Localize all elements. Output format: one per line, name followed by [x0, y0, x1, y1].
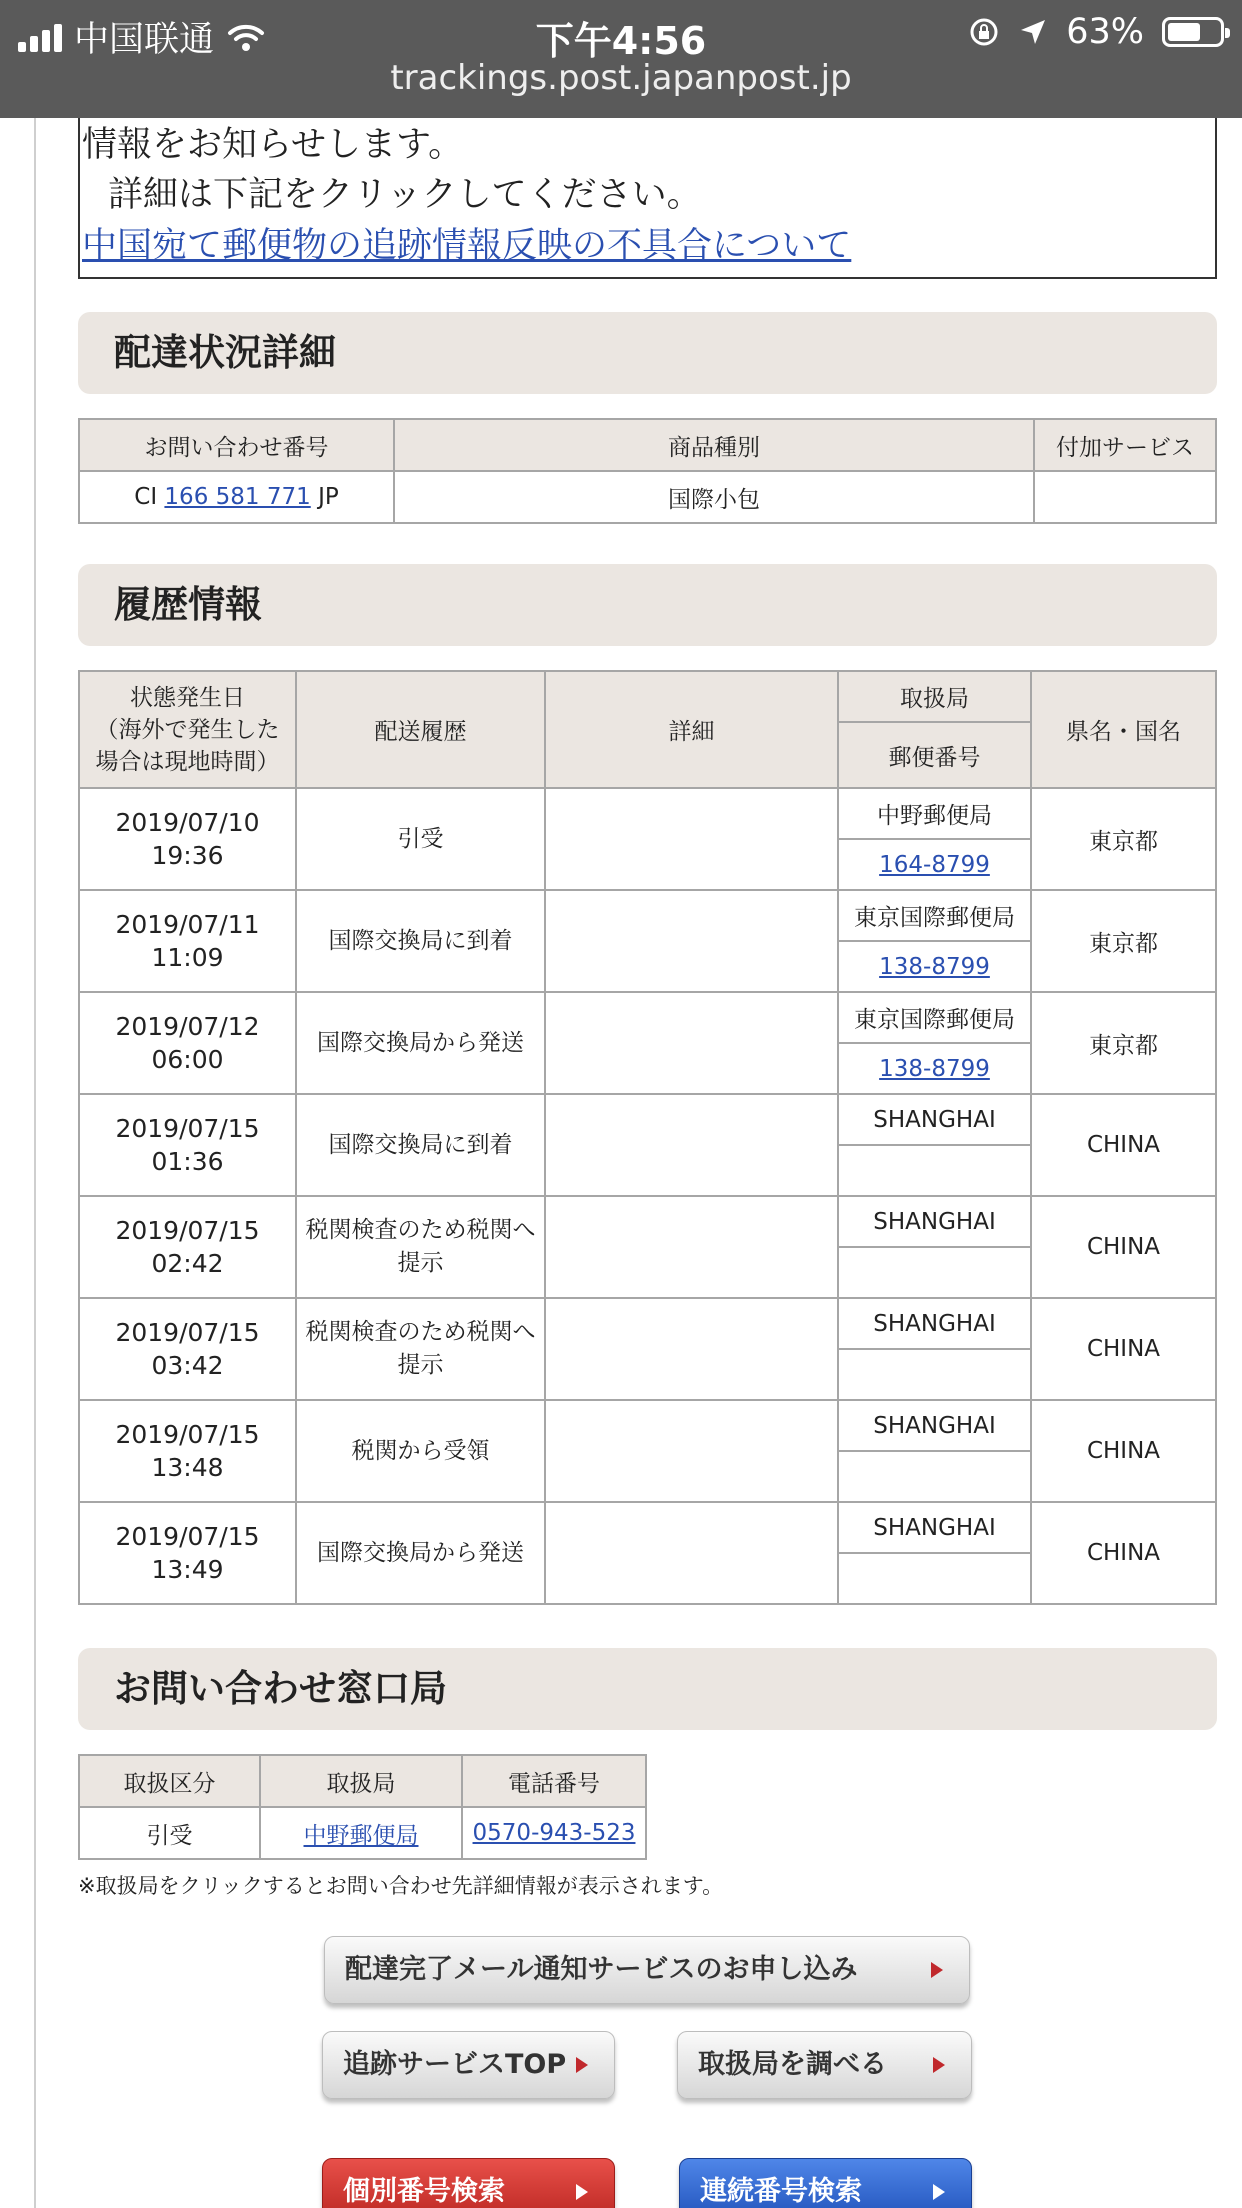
additional-service-cell [1034, 471, 1216, 523]
arrow-right-icon [933, 2184, 945, 2200]
history-postal-cell [838, 1349, 1031, 1400]
battery-level [1168, 23, 1200, 41]
history-postal-cell [838, 839, 1031, 890]
history-time: 11:09 [151, 943, 224, 972]
notice-box [78, 118, 1217, 279]
tracking-number-link[interactable]: 166 581 771 [164, 484, 311, 510]
header-region: 県名・国名 [1031, 671, 1216, 788]
history-date: 2019/07/12 [115, 1012, 260, 1041]
history-detail [545, 1094, 838, 1196]
history-date-cell [79, 1196, 296, 1298]
header-additional-service: 付加サービス [1034, 419, 1216, 471]
history-detail [545, 1298, 838, 1400]
header-postal: 郵便番号 [838, 722, 1031, 788]
contact-office-cell [260, 1807, 462, 1859]
history-office: 中野郵便局 [838, 788, 1031, 839]
history-date-cell [79, 1094, 296, 1196]
history-time: 19:36 [151, 841, 224, 870]
single-search-label: 個別番号検索 [343, 2176, 505, 2207]
contact-note: ※取扱局をクリックするとお問い合わせ先詳細情報が表示されます。 [78, 1874, 724, 1898]
history-time: 13:48 [151, 1453, 224, 1482]
tracking-top-button[interactable] [322, 2031, 615, 2099]
arrow-right-icon [576, 2057, 588, 2073]
history-row [79, 890, 1216, 941]
history-status: 国際交換局に到着 [296, 890, 545, 992]
contact-category: 引受 [79, 1807, 260, 1859]
history-time: 02:42 [151, 1249, 224, 1278]
history-postal-cell [838, 1553, 1031, 1604]
history-region: 東京都 [1031, 788, 1216, 890]
history-detail [545, 992, 838, 1094]
single-search-button[interactable] [322, 2158, 615, 2208]
history-date: 2019/07/11 [115, 910, 260, 939]
history-detail [545, 788, 838, 890]
notice-line-2: 詳細は下記をクリックしてください。 [108, 175, 702, 215]
history-postal-cell [838, 1451, 1031, 1502]
history-row [79, 1502, 1216, 1553]
header-date: 状態発生日 （海外で発生した 場合は現地時間） [79, 671, 296, 788]
history-time: 13:49 [151, 1555, 224, 1584]
header-detail: 詳細 [545, 671, 838, 788]
location-arrow-icon [1018, 17, 1048, 47]
history-postal-cell [838, 941, 1031, 992]
notice-line-1: 情報をお知らせします。 [82, 125, 464, 165]
history-date-cell [79, 1502, 296, 1604]
tracking-suffix: JP [318, 484, 339, 510]
arrow-right-icon [576, 2184, 588, 2200]
notice-link[interactable]: 中国宛て郵便物の追跡情報反映の不具合について [82, 226, 852, 266]
contact-table [78, 1754, 647, 1860]
history-date: 2019/07/15 [115, 1114, 260, 1143]
serial-search-button[interactable] [679, 2158, 972, 2208]
header-inquiry-number: お問い合わせ番号 [79, 419, 394, 471]
history-postal-cell [838, 1145, 1031, 1196]
history-table [78, 670, 1217, 1605]
history-row [79, 1400, 1216, 1451]
header-contact-office: 取扱局 [260, 1755, 462, 1807]
history-status: 税関から受領 [296, 1400, 545, 1502]
find-office-button[interactable] [677, 2031, 972, 2099]
history-row [79, 788, 1216, 839]
history-region: 東京都 [1031, 992, 1216, 1094]
header-product-type: 商品種別 [394, 419, 1034, 471]
tracking-number-cell [79, 471, 394, 523]
history-date: 2019/07/15 [115, 1318, 260, 1347]
history-date-cell [79, 1400, 296, 1502]
history-date: 2019/07/15 [115, 1522, 260, 1551]
find-office-label: 取扱局を調べる [698, 2049, 887, 2080]
status-time: 下午4:56 [535, 19, 707, 63]
history-time: 06:00 [151, 1045, 224, 1074]
history-status: 国際交換局から発送 [296, 992, 545, 1094]
history-region: CHINA [1031, 1502, 1216, 1604]
history-row [79, 1094, 1216, 1145]
history-office: 東京国際郵便局 [838, 890, 1031, 941]
arrow-right-icon [933, 2057, 945, 2073]
battery-percent: 63% [1066, 12, 1144, 52]
history-region: CHINA [1031, 1298, 1216, 1400]
history-office: SHANGHAI [838, 1094, 1031, 1145]
history-status: 国際交換局に到着 [296, 1094, 545, 1196]
history-region: 東京都 [1031, 890, 1216, 992]
serial-search-label: 連続番号検索 [700, 2176, 862, 2207]
history-status: 税関検査のため税関へ 提示 [296, 1196, 545, 1298]
history-detail [545, 1502, 838, 1604]
history-row [79, 992, 1216, 1043]
postal-code-link[interactable]: 138-8799 [879, 953, 990, 980]
header-office: 取扱局 [838, 671, 1031, 722]
history-rows [79, 788, 1216, 1604]
history-office: SHANGHAI [838, 1298, 1031, 1349]
battery-icon [1162, 17, 1224, 47]
header-status: 配送履歴 [296, 671, 545, 788]
product-type-cell: 国際小包 [394, 471, 1034, 523]
history-detail [545, 1196, 838, 1298]
page-left-border [34, 118, 36, 2208]
history-date-cell [79, 992, 296, 1094]
section-title-contact: お問い合わせ窓口局 [78, 1648, 1217, 1730]
postal-code-link[interactable]: 138-8799 [879, 1055, 990, 1082]
history-date-cell [79, 788, 296, 890]
history-date-cell [79, 890, 296, 992]
mail-notify-label: 配達完了メール通知サービスのお申し込み [345, 1954, 858, 1985]
history-region: CHINA [1031, 1094, 1216, 1196]
section-title-delivery-detail: 配達状況詳細 [78, 312, 1217, 394]
history-office: SHANGHAI [838, 1502, 1031, 1553]
address-bar-url[interactable]: trackings.post.japanpost.jp [390, 58, 852, 98]
history-status: 引受 [296, 788, 545, 890]
arrow-right-icon [931, 1962, 943, 1978]
history-office: SHANGHAI [838, 1196, 1031, 1247]
history-region: CHINA [1031, 1400, 1216, 1502]
history-date-cell [79, 1298, 296, 1400]
history-status: 国際交換局から発送 [296, 1502, 545, 1604]
carrier-name: 中国联通 [74, 20, 215, 60]
history-row [79, 1298, 1216, 1349]
postal-code-link[interactable]: 164-8799 [879, 851, 990, 878]
history-time: 01:36 [151, 1147, 224, 1176]
history-office: SHANGHAI [838, 1400, 1031, 1451]
contact-phone-cell [462, 1807, 646, 1859]
history-date: 2019/07/15 [115, 1216, 260, 1245]
contact-office-link[interactable]: 中野郵便局 [303, 1822, 419, 1849]
history-office: 東京国際郵便局 [838, 992, 1031, 1043]
history-time: 03:42 [151, 1351, 224, 1380]
history-row [79, 1196, 1216, 1247]
delivery-detail-table [78, 418, 1217, 524]
history-date: 2019/07/15 [115, 1420, 260, 1449]
section-title-history: 履歴情報 [78, 564, 1217, 646]
tracking-top-label: 追跡サービスTOP [343, 2049, 567, 2080]
browser-top-bar [0, 0, 1242, 118]
history-detail [545, 1400, 838, 1502]
header-phone: 電話番号 [462, 1755, 646, 1807]
tracking-prefix: CI [134, 484, 158, 510]
status-right [968, 12, 1224, 52]
history-date: 2019/07/10 [115, 808, 260, 837]
history-detail [545, 890, 838, 992]
contact-phone-link[interactable]: 0570-943-523 [472, 1820, 636, 1846]
header-category: 取扱区分 [79, 1755, 260, 1807]
mail-notify-button[interactable] [324, 1936, 970, 2004]
history-postal-cell [838, 1043, 1031, 1094]
history-postal-cell [838, 1247, 1031, 1298]
history-status: 税関検査のため税関へ 提示 [296, 1298, 545, 1400]
rotation-lock-icon [968, 16, 1000, 48]
history-region: CHINA [1031, 1196, 1216, 1298]
